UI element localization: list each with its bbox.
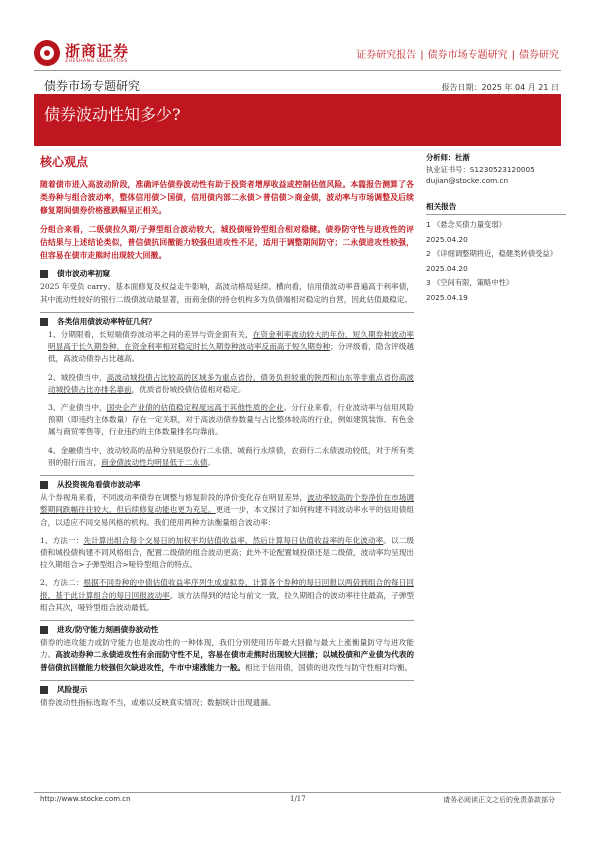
report-category-tags: 证券研究报告 | 债券市场专题研究 | 债券研究 bbox=[356, 50, 559, 61]
list-item bbox=[40, 402, 414, 439]
list-item-text: ，优质省份城投债估值相对稳定。 bbox=[131, 384, 246, 394]
method-underlined: 根据不同券种的中债估值收益率序列生成虚拟券，计算各个券种的每日回报以两倍到组合的每日回报，基于此计算组合的每日回报波动率 bbox=[40, 578, 414, 600]
bullet-heading-text: 风险提示 bbox=[57, 684, 88, 694]
footer-url[interactable]: http://www.stocke.com.cn bbox=[40, 795, 131, 803]
list-item bbox=[40, 329, 414, 366]
bullet-heading bbox=[40, 684, 414, 696]
bullet-heading bbox=[40, 624, 414, 636]
list-item-text: 1、分期限看，长短端债券波动率之间的差异与资金面有关， bbox=[48, 330, 253, 340]
analyst-email[interactable]: dujian@stocke.com.cn bbox=[426, 176, 509, 185]
page-title: 债券波动性知多少? bbox=[44, 105, 181, 124]
license-number: 执业证书号：S1230523120005 bbox=[426, 164, 535, 174]
related-report-date: 2025.04.19 bbox=[426, 292, 468, 302]
related-report-date: 2025.04.20 bbox=[426, 234, 468, 244]
square-bullet-icon bbox=[40, 318, 48, 326]
logo-icon bbox=[34, 40, 60, 66]
method-label: 2、方法二： bbox=[40, 578, 84, 588]
main-content bbox=[40, 152, 414, 715]
paragraph-text: 更进一步，本文探讨了如何构建不同波动率水平的信用债组合，以适应不同交易风格的机构。我们使用两种方法衡量组合波动率： bbox=[40, 505, 415, 527]
list-item-underlined: 高波动城投债占比较高的区域多为重点省份，债务负担较重的陕西和山东等非重点省份高波动城投债占比亦排名靠前 bbox=[48, 372, 414, 394]
related-report-title[interactable]: 1 《悬念买债力量变弱》 bbox=[426, 220, 506, 229]
paragraph-text: 相比于信用债，国债的进攻性与防守性相对均衡。 bbox=[245, 662, 413, 672]
intro-summary-2: 分组合来看，二级债拉久期/子弹型组合波动较大，城投债哑铃型组合相对稳健。债券防守性与进攻性的评估结果与上述结论类似，普信债抗回撤能力较强但进攻性不足，适用于调整期间防守；二永债进攻性较强，但容易在债市走熊时出现较大回撤。 bbox=[40, 225, 414, 261]
square-bullet-icon bbox=[40, 481, 48, 489]
tag-bond-research: 债券研究 bbox=[519, 50, 559, 61]
divider bbox=[40, 680, 414, 681]
bullet-heading-text: 债市波动率初窥 bbox=[57, 269, 111, 279]
list-item-text: 3、产业债当中， bbox=[48, 403, 107, 413]
logo-name-en: ZHESHANG SECURITIES bbox=[65, 58, 128, 64]
list-item-underlined: 国央企产业债的估值稳定程度远高于其他性质的企业 bbox=[106, 403, 284, 413]
logo-name-cn: 浙商证券 bbox=[65, 41, 130, 60]
method-text: 。以二级债和城投债构建不同风格组合，配置二级债的组合波动更高；此外不论配置城投债还是二级债，波动率均呈现出拉久期组合>子弹型组合>哑铃型组合的特点。 bbox=[40, 535, 414, 570]
paragraph-text: 债券的进攻能力或防守能力也是波动性的一种体现，我们分别使用历年最大回撤与最大上涨衡量防守与进攻能力。 bbox=[40, 638, 414, 660]
method-item bbox=[40, 535, 414, 572]
divider bbox=[40, 620, 414, 621]
list-item bbox=[40, 445, 414, 469]
header-divider bbox=[34, 70, 561, 71]
company-logo bbox=[34, 40, 129, 66]
bullet-heading bbox=[40, 479, 414, 491]
related-report-title[interactable]: 3 《空间有限，策略中性》 bbox=[426, 278, 514, 287]
related-report-item[interactable] bbox=[426, 248, 566, 274]
square-bullet-icon bbox=[40, 270, 48, 278]
method-underlined: 先计算出组合每个交易日的加权平均估值收益率，然后计算每日估值收益率的年化波动率 bbox=[83, 535, 384, 545]
square-bullet-icon bbox=[40, 686, 48, 694]
paragraph bbox=[40, 492, 414, 529]
analyst-name: 分析师：杜渐 bbox=[426, 153, 470, 162]
bullet-heading bbox=[40, 268, 414, 280]
related-reports-title: 相关报告 bbox=[426, 201, 566, 216]
list-item-text: ；分评级看，隐含评级越低，高波动债券占比越高。 bbox=[48, 342, 415, 364]
paragraph-text: 从个券视角来看，不同波动率债券在调整与修复阶段的净价变化存在明显差异， bbox=[40, 493, 308, 503]
method-text: 。该方法得到的结论与前文一致，拉久期组合的波动率往往最高，子弹型组合其次，哑铃型组合波动最低。 bbox=[40, 590, 415, 612]
risk-text: 债券波动性指标选取不当，或难以反映真实情况；数据统计出现遗漏。 bbox=[40, 698, 276, 708]
footer-divider bbox=[34, 792, 561, 793]
report-subcategory: 债券市场专题研究 bbox=[44, 79, 141, 93]
section-title: 核心观点 bbox=[40, 155, 89, 169]
bullet-heading-text: 从投资视角看债市波动率 bbox=[57, 480, 141, 490]
list-item-text: 。 bbox=[207, 457, 216, 467]
related-report-item[interactable] bbox=[426, 219, 566, 245]
report-date: 报告日期：2025 年 04 月 21 日 bbox=[441, 83, 559, 92]
paragraph-bold: 高波动券种二永债进攻性有余而防守性不足，容易在债市走熊时出现较大回撤；以城投债和产业债为代表的普信债抗回撤能力较强但欠缺进攻性，牛市中速涨能力一般。 bbox=[40, 650, 415, 672]
bullet-heading-text: 进攻/防守能力刻画债券波动性 bbox=[57, 625, 159, 635]
list-item bbox=[40, 372, 414, 396]
related-report-item[interactable] bbox=[426, 277, 566, 303]
intro-summary: 随着债市进入高波动阶段，准确评估债券波动性有助于投资者增厚收益或控制估值风险。本篇报告测算了各类券种与组合波动率，整体信用债＞国债，信用债内部二永债＞普信债＞商金债，波动率与市场调整及后续修复期间债券价格涨跌幅呈正相关。 bbox=[40, 180, 414, 216]
related-report-title[interactable]: 2 《详细调整期将近，稳健类转债受益》 bbox=[426, 249, 558, 258]
method-label: 1、方法一： bbox=[40, 535, 84, 545]
divider bbox=[40, 475, 414, 476]
related-report-date: 2025.04.20 bbox=[426, 263, 468, 273]
sidebar bbox=[426, 152, 566, 306]
page-number: 1/17 bbox=[290, 795, 306, 803]
title-banner bbox=[34, 94, 561, 146]
list-item-text: 2、城投债当中， bbox=[48, 372, 107, 382]
paragraph: 2025 年受负 carry、基本面修复及权益走牛影响，高波动格局延续。横向看，信用债波动率普遍高于利率债，其中流动性较好的银行二级债波动最显著，而商金债的持仓机构多为负债端相对稳定的自营，因此估值最稳定。 bbox=[40, 282, 414, 304]
tag-research-report: 证券研究报告 bbox=[356, 50, 417, 61]
footer-disclaimer: 请务必阅读正文之后的免责条款部分 bbox=[443, 796, 555, 804]
method-item bbox=[40, 577, 414, 614]
divider bbox=[40, 312, 414, 313]
bullet-heading bbox=[40, 316, 414, 328]
list-item-underlined: 在资金利率波动较大的年份，短久期券种波动率明显高于长久期券种，在资金利率相对稳定时长久期券种波动率反而高于短久期券种 bbox=[48, 330, 414, 352]
list-item-text: 。分行业来看，行业波动率与信用风险预期（即违约主体数量）存在一定关联，对于高波动债券数量与占比整体较高的行业，例如建筑装饰、有色金属与商贸零售等，行业违约的主体数量排名均靠前。 bbox=[48, 403, 414, 437]
list-item-underlined: 商金债波动性均明显低于二永债 bbox=[101, 457, 208, 467]
paragraph-underlined: 波动率较高的个券净价在市场调整期间跌幅往往较大，但后续修复动能也更为充足。 bbox=[40, 493, 414, 515]
tag-bond-market: 债券市场专题研究 bbox=[427, 50, 508, 61]
square-bullet-icon bbox=[40, 626, 48, 634]
list-item-text: 4、金融债当中，波动较高的品种分别是股份行二永债、城商行永续债，农商行二永债波动较低，对于所有类别的银行而言， bbox=[48, 445, 414, 467]
paragraph bbox=[40, 637, 414, 674]
bullet-heading-text: 各类信用债波动率特征几何？ bbox=[57, 316, 156, 326]
